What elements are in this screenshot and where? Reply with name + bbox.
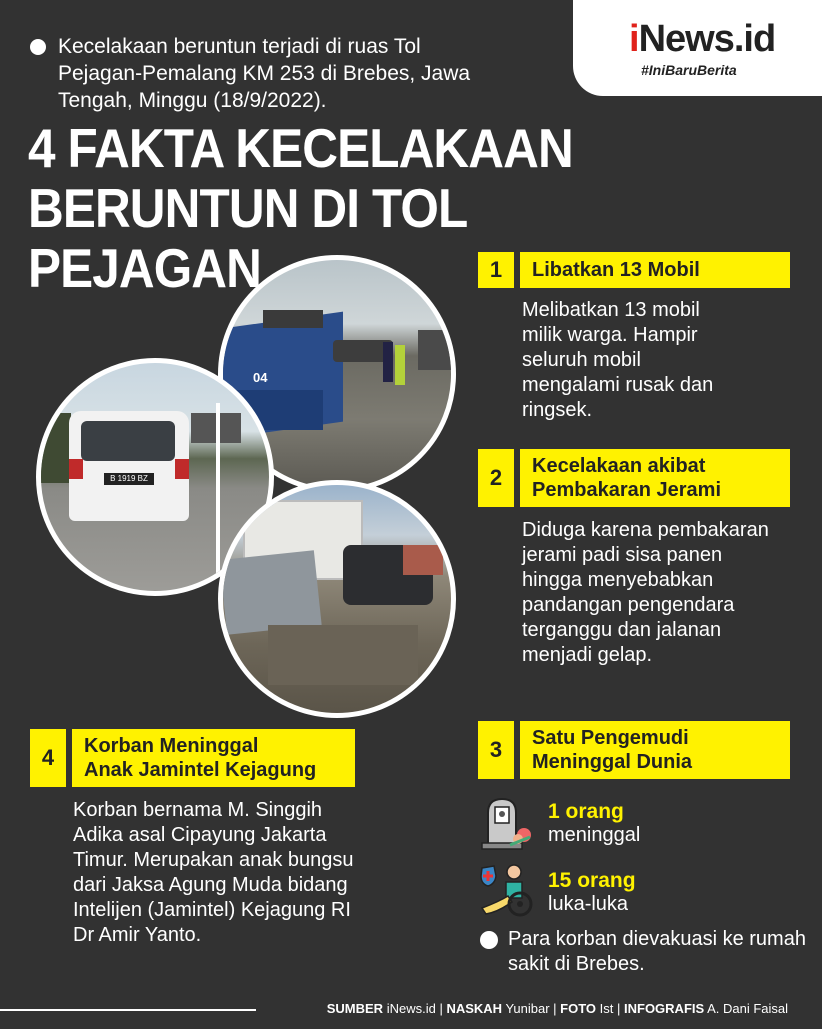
evacuation-bullet bbox=[480, 931, 498, 949]
fact-3-heading bbox=[520, 721, 790, 779]
inews-logo[interactable] bbox=[629, 18, 775, 61]
stat-injured-value: 15 orang bbox=[548, 869, 636, 892]
footer-sumber: iNews.id bbox=[386, 1001, 436, 1016]
fact-4-text: Korban bernama M. Singgih Adika asal Cipayung Jakarta Timur. Merupakan anak bungsu dari Jaksa Agung Muda bidang Intelijen (Jamintel) Kejagung RI Dr Amir Yanto. bbox=[73, 799, 354, 946]
intro-bullet bbox=[30, 39, 46, 55]
logo-panel bbox=[573, 0, 822, 96]
fact-3-heading-line-2: Meninggal Dunia bbox=[532, 751, 692, 773]
fact-3-number: 3 bbox=[478, 721, 514, 779]
footer-infografis-label: INFOGRAFIS bbox=[624, 1001, 705, 1016]
logo-text: News.id bbox=[638, 18, 776, 60]
fact-2-number: 2 bbox=[478, 449, 514, 507]
fact-4-number: 4 bbox=[30, 729, 66, 787]
footer-infografis: A. Dani Faisal bbox=[707, 1001, 788, 1016]
footer-sumber-label: SUMBER bbox=[326, 1001, 384, 1016]
fact-1-heading-text: Libatkan 13 Mobil bbox=[532, 259, 700, 281]
title-line-2: BERUNTUN DI TOL PEJAGAN bbox=[28, 177, 467, 299]
footer-foto: Ist bbox=[599, 1001, 614, 1016]
fact-2-heading-line-2: Pembakaran Jerami bbox=[532, 479, 722, 501]
fact-1-heading bbox=[520, 252, 790, 288]
stat-dead-value: 1 orang bbox=[548, 800, 624, 823]
wheelchair-icon bbox=[478, 862, 536, 923]
stat-dead-label: meninggal bbox=[548, 824, 641, 846]
fact-2-heading-line-1: Kecelakaan akibat bbox=[532, 455, 706, 477]
stat-injured-label: luka-luka bbox=[548, 893, 629, 915]
evacuation-text: Para korban dievakuasi ke rumah sakit di Brebes. bbox=[508, 928, 806, 975]
logo-tagline: #IniBaruBerita bbox=[641, 62, 737, 78]
fact-2-heading bbox=[520, 449, 790, 507]
fact-4-heading-line-2: Anak Jamintel Kejagung bbox=[84, 759, 317, 781]
footer-foto-label: FOTO bbox=[560, 1001, 597, 1016]
footer-naskah: Yunibar bbox=[505, 1001, 550, 1016]
fact-2-text: Diduga karena pembakaran jerami padi sisa panen hingga menyebabkan pandangan pengendara terganggu dan jalanan menjadi gelap. bbox=[522, 519, 769, 666]
fact-4-heading bbox=[72, 729, 355, 787]
fact-1-text: Melibatkan 13 mobil milik warga. Hampir seluruh mobil mengalami rusak dan ringsek. bbox=[522, 299, 714, 421]
photo-crash-wreckage bbox=[218, 480, 456, 718]
footer-divider bbox=[0, 1009, 256, 1011]
footer-naskah-label: NASKAH bbox=[446, 1001, 503, 1016]
title-line-1: 4 FAKTA KECELAKAAN bbox=[28, 117, 573, 179]
fact-3-heading-line-1: Satu Pengemudi bbox=[532, 727, 689, 749]
fact-4-heading-line-1: Korban Meninggal bbox=[84, 735, 259, 757]
license-plate: B 1919 BZ bbox=[104, 473, 154, 485]
footer-credits: SUMBER iNews.id | NASKAH Yunibar | FOTO Ist | INFOGRAFIS A. Dani Faisal bbox=[326, 1001, 788, 1016]
grave-icon bbox=[480, 795, 536, 856]
intro-text: Kecelakaan beruntun terjadi di ruas Tol Pejagan-Pemalang KM 253 di Brebes, Jawa Tengah, Minggu (18/9/2022). bbox=[58, 35, 471, 112]
logo-i: i bbox=[629, 18, 639, 60]
truck-number: 04 bbox=[253, 370, 268, 385]
fact-1-number: 1 bbox=[478, 252, 514, 288]
